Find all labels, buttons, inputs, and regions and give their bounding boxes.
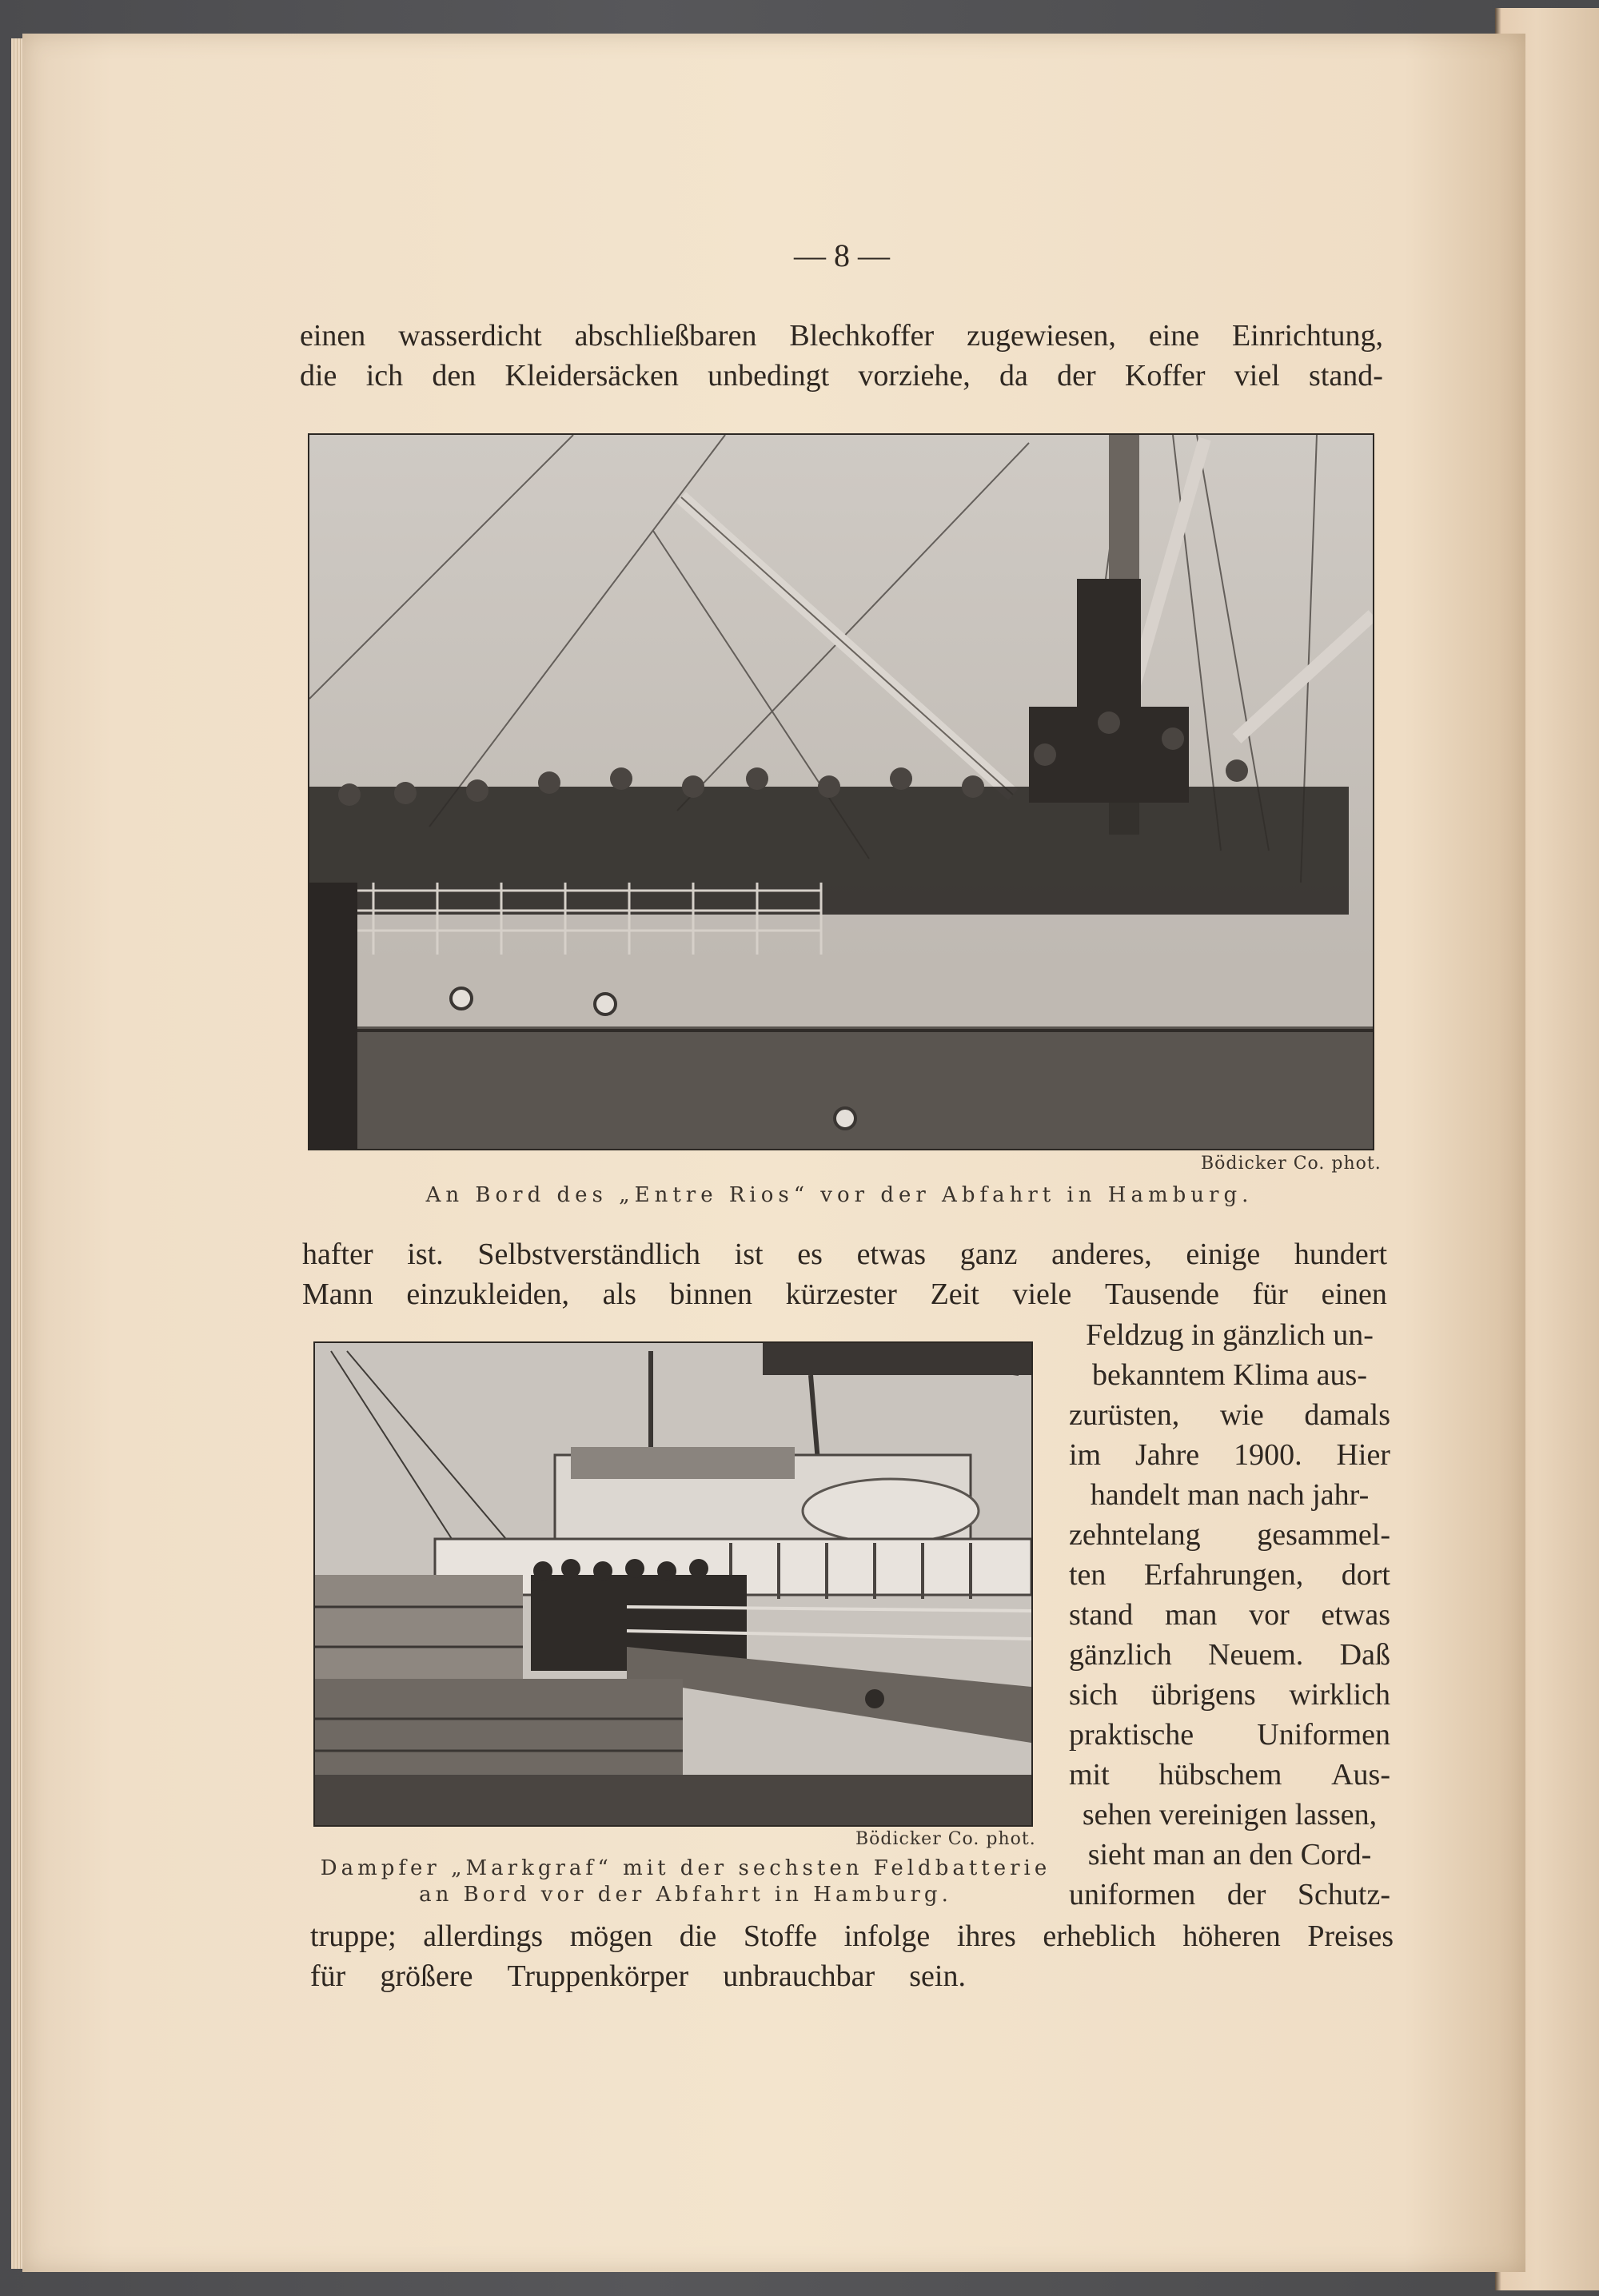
text-line <box>1069 1677 1390 1712</box>
word: kürzester <box>785 1278 897 1311</box>
word: ihres <box>956 1919 1016 1953</box>
word: truppe; <box>310 1919 397 1953</box>
word: den <box>432 359 477 393</box>
text-line <box>1069 1597 1390 1632</box>
word: stand <box>1069 1598 1134 1632</box>
word: Daß <box>1339 1638 1390 1672</box>
photo-credit: Bödicker Co. phot. <box>1201 1154 1382 1174</box>
word: sich <box>1069 1678 1119 1712</box>
word: hübschem <box>1158 1758 1282 1792</box>
text-line <box>1069 1557 1390 1592</box>
text-line <box>1069 1437 1390 1473</box>
word: für <box>1252 1278 1288 1311</box>
word: binnen <box>669 1278 752 1311</box>
word: mögen <box>569 1919 653 1953</box>
text-line <box>302 1277 1387 1312</box>
photo-markgraf <box>313 1341 1033 1827</box>
word: zurüsten, <box>1069 1398 1180 1432</box>
word: wasserdicht <box>398 319 542 353</box>
word: infolge <box>843 1919 931 1953</box>
text-line <box>1069 1637 1390 1672</box>
word: Mann <box>302 1278 373 1311</box>
text-line <box>300 318 1383 353</box>
word: einige <box>1186 1238 1261 1271</box>
word: Zeit <box>930 1278 979 1311</box>
ship-deck-photo-illustration <box>309 435 1373 1149</box>
word: ist. <box>407 1238 444 1271</box>
word: im <box>1069 1438 1102 1472</box>
text-line <box>1069 1357 1390 1393</box>
word: Uniformen <box>1257 1718 1390 1752</box>
word: es <box>797 1238 823 1271</box>
word: Preises <box>1307 1919 1394 1953</box>
word: Hier <box>1336 1438 1390 1472</box>
word: uniformen <box>1069 1878 1196 1911</box>
word: Kleidersäcken <box>504 359 679 393</box>
photo-caption: An Bord des „Entre Rios“ vor der Abfahrt in Hamburg. <box>425 1183 1254 1207</box>
word: größere <box>380 1959 473 1993</box>
word: Tausende <box>1104 1278 1219 1311</box>
word: übrigens <box>1150 1678 1256 1712</box>
text-line <box>1069 1837 1390 1872</box>
word: höheren <box>1182 1919 1281 1953</box>
word: ten <box>1069 1558 1107 1592</box>
word: viele <box>1012 1278 1072 1311</box>
word: wirklich <box>1289 1678 1390 1712</box>
word: damals <box>1304 1398 1390 1432</box>
text-line <box>1069 1757 1390 1792</box>
word: Jahre <box>1135 1438 1200 1472</box>
word: 1900. <box>1234 1438 1302 1472</box>
word: ganz <box>959 1238 1018 1271</box>
word: erheblich <box>1043 1919 1156 1953</box>
text-line <box>310 1959 966 1994</box>
word: für <box>310 1959 346 1993</box>
word: unbrauchbar <box>723 1959 875 1993</box>
word: anderes, <box>1051 1238 1152 1271</box>
word: ist <box>734 1238 764 1271</box>
word: bekanntem Klima aus- <box>1091 1358 1367 1392</box>
steamer-photo-illustration <box>315 1343 1031 1825</box>
word: sehen vereinigen lassen, <box>1082 1798 1378 1832</box>
text-line <box>1069 1317 1390 1353</box>
word: Stoffe <box>743 1919 817 1953</box>
word: viel <box>1234 359 1280 393</box>
word: die <box>679 1919 717 1953</box>
word: sein. <box>909 1959 966 1993</box>
word: handelt man nach jahr- <box>1090 1478 1370 1512</box>
word: die <box>300 359 337 393</box>
word: vor <box>1249 1598 1290 1632</box>
page-number: — 8 — <box>794 237 890 273</box>
text-line <box>1069 1797 1390 1832</box>
text-line <box>300 358 1383 393</box>
text-line <box>1069 1717 1390 1752</box>
word: eine <box>1148 319 1200 353</box>
word: Blechkoffer <box>789 319 935 353</box>
word: einen <box>300 319 366 353</box>
word: Selbstverständlich <box>477 1238 700 1271</box>
photo-caption: Dampfer „Markgraf“ mit der sechsten Feldbatterie <box>320 1856 1051 1880</box>
word: Feldzug in gänzlich un- <box>1086 1318 1374 1352</box>
word: gesammel- <box>1257 1518 1390 1552</box>
word: dort <box>1341 1558 1390 1592</box>
word: da <box>999 359 1028 393</box>
word: hundert <box>1294 1238 1387 1271</box>
word: unbedingt <box>708 359 830 393</box>
word: zehntelang <box>1069 1518 1201 1552</box>
word: stand- <box>1309 359 1383 393</box>
word: mit <box>1069 1758 1110 1792</box>
word: man <box>1164 1598 1218 1632</box>
photo-credit: Bödicker Co. phot. <box>855 1829 1036 1849</box>
word: allerdings <box>423 1919 544 1953</box>
word: etwas <box>856 1238 927 1271</box>
word: Schutz- <box>1297 1878 1390 1911</box>
text-line <box>310 1919 1394 1954</box>
word: zugewiesen, <box>967 319 1116 353</box>
photo-caption: an Bord vor der Abfahrt in Hamburg. <box>419 1883 952 1907</box>
text-line <box>1069 1517 1390 1553</box>
word: gänzlich <box>1069 1638 1172 1672</box>
word: ich <box>365 359 404 393</box>
word: wie <box>1219 1398 1264 1432</box>
word: Truppenkörper <box>507 1959 689 1993</box>
word: als <box>602 1278 636 1311</box>
word: abschließbaren <box>574 319 757 353</box>
text-line <box>302 1237 1387 1272</box>
photo-entre-rios <box>308 433 1374 1150</box>
word: vorziehe, <box>858 359 971 393</box>
word: der <box>1226 1878 1266 1911</box>
word: Koffer <box>1124 359 1206 393</box>
word: der <box>1057 359 1096 393</box>
text-line <box>1069 1477 1390 1513</box>
word: Aus- <box>1331 1758 1390 1792</box>
word: Neuem. <box>1208 1638 1304 1672</box>
word: hafter <box>302 1238 373 1271</box>
text-line <box>1069 1397 1390 1433</box>
word: praktische <box>1069 1718 1194 1752</box>
text-line <box>1069 1877 1390 1912</box>
word: einzukleiden, <box>406 1278 569 1311</box>
word: einen <box>1321 1278 1387 1311</box>
word: Erfahrungen, <box>1143 1558 1304 1592</box>
word: etwas <box>1321 1598 1390 1632</box>
word: Einrichtung, <box>1232 319 1383 353</box>
word: sieht man an den Cord- <box>1087 1838 1372 1871</box>
